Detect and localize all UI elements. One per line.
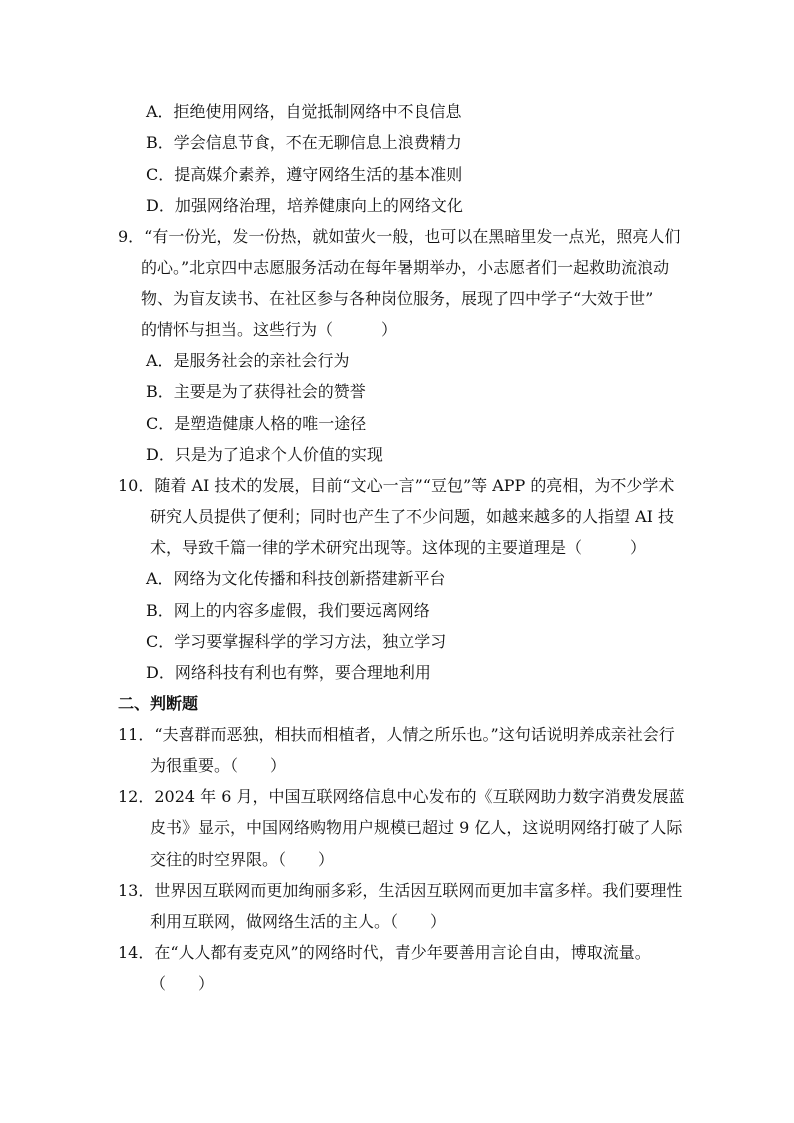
- q10-option-d: D．网络科技有利也有弊，要合理地利用: [146, 663, 431, 682]
- q9-stem-line-1: 9．“有一份光，发一份热，就如萤火一般，也可以在黑暗里发一点光，照亮人们: [118, 227, 681, 246]
- q9-stem-line-3: 物、为盲友读书、在社区参与各种岗位服务，展现了四中学子“大效于世”: [141, 289, 654, 308]
- q10-stem-line-1: 10．随着 AI 技术的发展，目前“文心一言”“豆包”等 APP 的亮相，为不少学术: [118, 476, 675, 495]
- q11-line-2: 为很重要。（ ）: [150, 756, 287, 775]
- q9-stem-line-4: 的情怀与担当。这些行为（ ）: [141, 320, 398, 339]
- q8-option-c: C．提高媒介素养，遵守网络生活的基本准则: [146, 165, 463, 184]
- q10-option-a: A．网络为文化传播和科技创新搭建新平台: [146, 569, 446, 588]
- q10-option-c: C．学习要掌握科学的学习方法，独立学习: [146, 632, 447, 651]
- q8-option-d: D．加强网络治理，培养健康向上的网络文化: [146, 196, 463, 215]
- q9-stem-line-2: 的心。”北京四中志愿服务活动在每年暑期举办，小志愿者们一起救助流浪动: [141, 258, 670, 277]
- q14-line-1: 14．在“人人都有麦克风”的网络时代，青少年要善用言论自由，博取流量。: [118, 943, 651, 962]
- q9-option-a: A．是服务社会的亲社会行为: [146, 351, 350, 370]
- q12-line-3: 交往的时空界限。（ ）: [150, 850, 335, 869]
- q13-line-2: 利用互联网，做网络生活的主人。（ ）: [150, 912, 447, 931]
- q12-line-1: 12．2024 年 6 月，中国互联网络信息中心发布的《互联网助力数字消费发展蓝: [118, 787, 685, 806]
- q14-line-2: （ ）: [150, 974, 215, 993]
- section-heading: 二、判断题: [118, 694, 199, 713]
- q10-stem-line-3: 术，导致千篇一律的学术研究出现等。这体现的主要道理是（ ）: [150, 538, 647, 557]
- q12-line-2: 皮书》显示，中国网络购物用户规模已超过 9 亿人，这说明网络打破了人际: [150, 818, 683, 837]
- q9-option-b: B．主要是为了获得社会的赞誉: [146, 382, 366, 401]
- q10-stem-line-2: 研究人员提供了便利；同时也产生了不少问题，如越来越多的人指望 AI 技: [150, 507, 675, 526]
- q13-line-1: 13．世界因互联网而更加绚丽多彩，生活因互联网而更加丰富多样。我们要理性: [118, 881, 683, 900]
- q9-option-c: C．是塑造健康人格的唯一途径: [146, 414, 367, 433]
- q11-line-1: 11．“夫喜群而恶独，相扶而相植者，人情之所乐也。”这句话说明养成亲社会行: [118, 725, 675, 744]
- q8-option-b: B．学会信息节食，不在无聊信息上浪费精力: [146, 133, 462, 152]
- q10-option-b: B．网上的内容多虚假，我们要远离网络: [146, 601, 430, 620]
- q8-option-a: A．拒绝使用网络，自觉抵制网络中不良信息: [146, 102, 462, 121]
- q9-option-d: D．只是为了追求个人价值的实现: [146, 445, 383, 464]
